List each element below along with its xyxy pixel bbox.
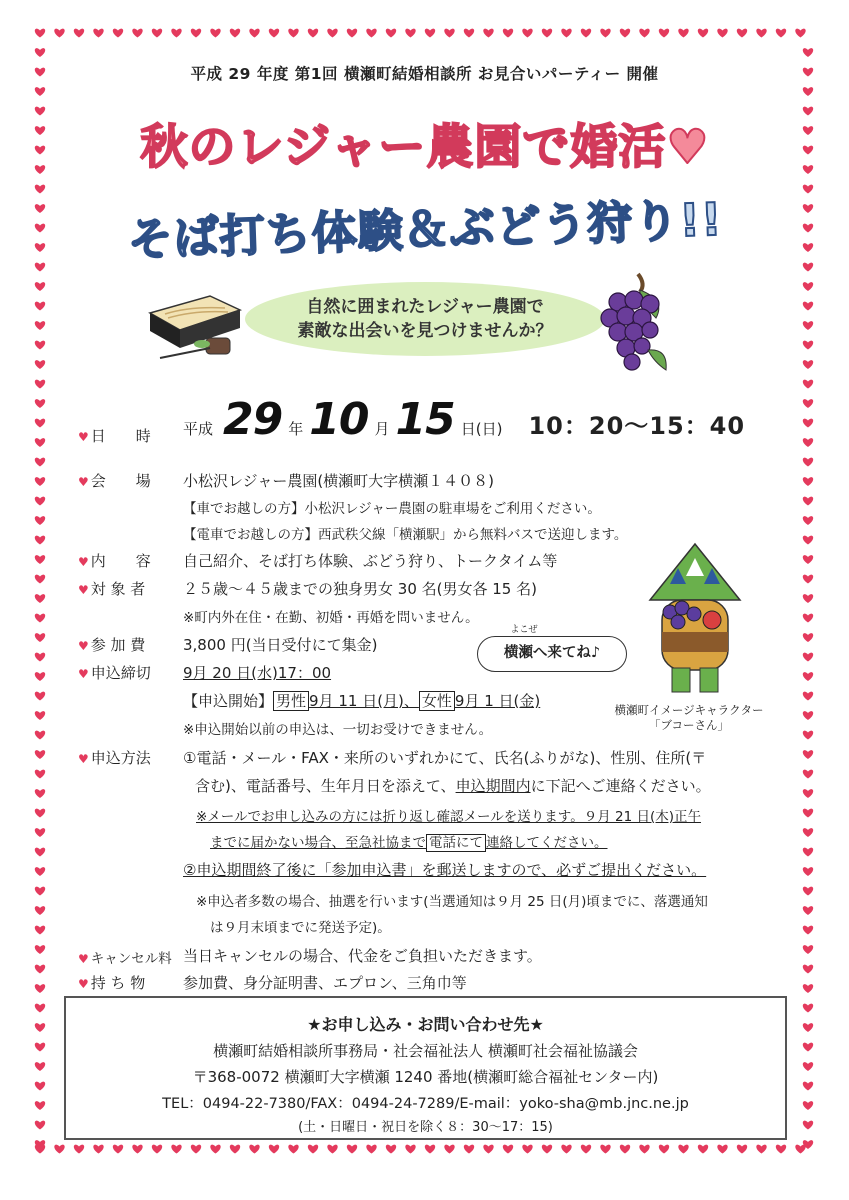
border-heart-icon (191, 1145, 201, 1154)
border-heart-icon (35, 1121, 45, 1130)
male-label: 男性 (273, 691, 309, 711)
border-heart-icon (803, 575, 813, 584)
border-heart-icon (386, 29, 396, 38)
border-heart-icon (803, 887, 813, 896)
tagline-line2: 素敵な出会いを見つけませんか？ (297, 321, 553, 341)
border-heart-icon (803, 1082, 813, 1091)
border-heart-icon (35, 165, 45, 174)
border-heart-icon (803, 906, 813, 915)
border-heart-icon (35, 614, 45, 623)
method-line5: ②申込期間終了後に「参加申込書」を郵送しますので、必ずご提出ください。 (183, 861, 707, 879)
border-heart-icon (35, 516, 45, 525)
method-line2: 含む)、電話番号、生年月日を添えて、申込期間内に下記へご連絡ください。 (195, 777, 711, 795)
fee-value: 3,800 円(当日受付にて集金) (183, 636, 378, 654)
border-heart-icon (230, 1145, 240, 1154)
border-heart-icon (35, 341, 45, 350)
target-value: ２５歳〜４５歳までの独身男女 30 名(男女各 15 名) (183, 580, 537, 598)
venue-value: 小松沢レジャー農園(横瀬町大字横瀬１４０８) (183, 472, 495, 490)
border-heart-icon (210, 1145, 220, 1154)
deadline-label: ♥ 申込締切 (78, 664, 151, 682)
border-heart-icon (425, 1145, 435, 1154)
border-heart-icon (803, 926, 813, 935)
border-heart-icon (35, 1043, 45, 1052)
border-heart-icon (561, 1145, 571, 1154)
border-heart-icon (620, 29, 630, 38)
contact-org: 横瀬町結婚相談所事務局・社会福祉法人 横瀬町社会福祉協議会 (213, 1042, 638, 1060)
heart-icon: ♥ (78, 430, 89, 444)
border-heart-icon (803, 87, 813, 96)
border-heart-icon (803, 185, 813, 194)
border-heart-icon (803, 1062, 813, 1071)
border-heart-icon (35, 731, 45, 740)
border-heart-icon (795, 29, 805, 38)
border-heart-icon (35, 711, 45, 720)
deadline-value: 9月 20 日(水)17：00 (183, 664, 332, 682)
date-day-unit: 日(日) (460, 420, 503, 438)
border-heart-icon (803, 1004, 813, 1013)
border-heart-icon (35, 204, 45, 213)
contact-hours: (土・日曜日・祝日を除く８：30〜17：15) (298, 1120, 553, 1135)
border-heart-icon (35, 302, 45, 311)
border-heart-icon (347, 1145, 357, 1154)
target-note: ※町内外在住・在勤、初婚・再婚を問いません。 (183, 610, 479, 626)
border-heart-icon (678, 1145, 688, 1154)
bring-label: ♥ 持 ち 物 (78, 974, 146, 992)
border-heart-icon (600, 29, 610, 38)
border-heart-icon (803, 165, 813, 174)
border-heart-icon (776, 29, 786, 38)
border-heart-icon (803, 1121, 813, 1130)
venue-note-car: 【車でお越しの方】小松沢レジャー農園の駐車場をご利用ください。 (183, 501, 601, 517)
border-heart-icon (803, 477, 813, 486)
border-heart-icon (803, 1043, 813, 1052)
border-heart-icon (35, 87, 45, 96)
border-heart-icon (74, 1145, 84, 1154)
heart-icon: ♥ (78, 639, 89, 653)
border-heart-icon (113, 1145, 123, 1154)
border-heart-icon (503, 29, 513, 38)
content-label: ♥ 内 容 (78, 552, 151, 570)
method-line7: は９月末頃までに発送予定)。 (210, 920, 391, 936)
cancel-value: 当日キャンセルの場合、代金をご負担いただきます。 (183, 947, 542, 965)
event-header: 平成 29 年度 第1回 横瀬町結婚相談所 お見合いパーティー 開催 (190, 65, 659, 83)
border-heart-icon (803, 594, 813, 603)
border-heart-icon (659, 29, 669, 38)
border-heart-icon (191, 29, 201, 38)
character-caption (609, 703, 769, 733)
venue-label: ♥ 会 場 (78, 472, 151, 490)
border-heart-icon (803, 672, 813, 681)
border-heart-icon (35, 633, 45, 642)
border-heart-icon (483, 29, 493, 38)
border-heart-icon (620, 1145, 630, 1154)
border-heart-icon (35, 555, 45, 564)
border-heart-icon (803, 965, 813, 974)
border-heart-icon (803, 263, 813, 272)
border-heart-icon (600, 1145, 610, 1154)
border-heart-icon (35, 477, 45, 486)
border-heart-icon (35, 48, 45, 57)
border-heart-icon (171, 1145, 181, 1154)
contact-heading: ★お申し込み・お問い合わせ先★ (307, 1015, 544, 1034)
border-heart-icon (803, 458, 813, 467)
border-heart-icon (35, 828, 45, 837)
soba-icon (140, 288, 250, 368)
border-heart-icon (803, 750, 813, 759)
border-heart-icon (803, 126, 813, 135)
border-heart-icon (35, 1101, 45, 1110)
border-heart-icon (35, 185, 45, 194)
border-heart-icon (803, 867, 813, 876)
method-line4: までに届かない場合、至急社協まで 電話にて 連絡してください。 (210, 835, 608, 851)
bring-value: 参加費、身分証明書、エプロン、三角巾等 (183, 974, 467, 992)
contact-tel: TEL：0494-22-7380/FAX：0494-24-7289/E-mail：yoko-sha@mb.jnc.ne.jp (162, 1096, 689, 1112)
border-heart-icon (35, 887, 45, 896)
border-heart-icon (464, 1145, 474, 1154)
border-heart-icon (35, 29, 45, 38)
border-heart-icon (405, 29, 415, 38)
character-speech-bubble: 横瀬へ来てね♪ (477, 636, 627, 672)
tagline-bubble (245, 282, 605, 356)
caption-line1: 横瀬町イメージキャラクター (614, 703, 764, 717)
border-heart-icon (425, 29, 435, 38)
border-heart-icon (803, 497, 813, 506)
border-heart-icon (35, 867, 45, 876)
date-row (183, 394, 745, 445)
date-month: 10 (309, 394, 369, 445)
border-heart-icon (288, 1145, 298, 1154)
border-heart-icon (581, 1145, 591, 1154)
border-heart-icon (717, 1145, 727, 1154)
border-heart-icon (132, 29, 142, 38)
border-heart-icon (366, 1145, 376, 1154)
border-heart-icon (171, 29, 181, 38)
border-heart-icon (803, 302, 813, 311)
border-heart-icon (698, 29, 708, 38)
border-heart-icon (35, 1023, 45, 1032)
border-heart-icon (581, 29, 591, 38)
heart-icon: ♥ (78, 952, 89, 966)
border-heart-icon (35, 692, 45, 701)
border-heart-icon (803, 107, 813, 116)
border-heart-icon (54, 1145, 64, 1154)
border-heart-icon (803, 828, 813, 837)
border-heart-icon (803, 360, 813, 369)
border-heart-icon (347, 29, 357, 38)
border-heart-icon (803, 48, 813, 57)
border-heart-icon (35, 594, 45, 603)
border-heart-icon (522, 29, 532, 38)
deadline-start-row (183, 690, 540, 711)
border-heart-icon (35, 750, 45, 759)
border-heart-icon (35, 1082, 45, 1091)
border-heart-icon (803, 731, 813, 740)
border-heart-icon (35, 926, 45, 935)
border-heart-icon (132, 1145, 142, 1154)
border-heart-icon (366, 29, 376, 38)
border-heart-icon (639, 1145, 649, 1154)
border-heart-icon (522, 1145, 532, 1154)
start-label: 【申込開始】 (183, 692, 274, 710)
fee-label: ♥ 参 加 費 (78, 636, 146, 654)
ruby-yokoze: よこぜ (510, 625, 538, 635)
border-heart-icon (327, 1145, 337, 1154)
border-heart-icon (54, 29, 64, 38)
border-heart-icon (35, 321, 45, 330)
border-heart-icon (503, 1145, 513, 1154)
border-heart-icon (698, 1145, 708, 1154)
border-heart-icon (35, 770, 45, 779)
border-heart-icon (288, 29, 298, 38)
border-heart-icon (35, 146, 45, 155)
border-heart-icon (803, 536, 813, 545)
sub-title: そば打ち体験＆ぶどう狩り!! (126, 192, 724, 267)
heart-icon: ♥ (78, 977, 89, 991)
date-year-unit: 年 (288, 420, 304, 438)
border-heart-icon (803, 282, 813, 291)
border-heart-icon (803, 1101, 813, 1110)
border-heart-icon (803, 848, 813, 857)
border-heart-icon (639, 29, 649, 38)
border-heart-icon (803, 945, 813, 954)
border-heart-icon (803, 770, 813, 779)
border-heart-icon (113, 29, 123, 38)
border-heart-icon (308, 1145, 318, 1154)
border-heart-icon (803, 555, 813, 564)
border-heart-icon (35, 653, 45, 662)
border-heart-icon (35, 438, 45, 447)
date-month-unit: 月 (374, 420, 390, 438)
border-heart-icon (803, 653, 813, 662)
border-heart-icon (756, 29, 766, 38)
heart-icon: ♥ (78, 475, 89, 489)
border-heart-icon (35, 1004, 45, 1013)
female-label: 女性 (419, 691, 455, 711)
border-heart-icon (803, 516, 813, 525)
method-label: ♥ 申込方法 (78, 749, 151, 767)
border-heart-icon (756, 1145, 766, 1154)
border-heart-icon (803, 399, 813, 408)
contact-address: 〒368-0072 横瀬町大字横瀬 1240 番地(横瀬町総合福祉センター内) (192, 1068, 659, 1086)
date-time: 10：20〜15：40 (528, 412, 746, 440)
border-heart-icon (717, 29, 727, 38)
border-heart-icon (35, 809, 45, 818)
content-value: 自己紹介、そば打ち体験、ぶどう狩り、トークタイム等 (183, 552, 558, 570)
date-year: 29 (223, 394, 283, 445)
border-heart-icon (803, 614, 813, 623)
border-heart-icon (795, 1145, 805, 1154)
date-day: 15 (395, 394, 455, 445)
border-heart-icon (542, 1145, 552, 1154)
border-heart-icon (803, 341, 813, 350)
border-heart-icon (803, 243, 813, 252)
border-heart-icon (483, 1145, 493, 1154)
border-heart-icon (803, 984, 813, 993)
border-heart-icon (35, 224, 45, 233)
border-heart-icon (803, 321, 813, 330)
mascot-icon (630, 540, 760, 700)
border-heart-icon (35, 848, 45, 857)
border-heart-icon (444, 29, 454, 38)
method-line6: ※申込者多数の場合、抽選を行います(当選通知は９月 25 日(月)頃までに、落選通知 (196, 894, 708, 910)
border-heart-icon (803, 438, 813, 447)
border-heart-icon (269, 29, 279, 38)
border-heart-icon (35, 789, 45, 798)
border-heart-icon (35, 126, 45, 135)
border-heart-icon (327, 29, 337, 38)
border-heart-icon (803, 380, 813, 389)
border-heart-icon (210, 29, 220, 38)
border-heart-icon (803, 789, 813, 798)
border-heart-icon (803, 1023, 813, 1032)
border-heart-icon (803, 146, 813, 155)
border-heart-icon (803, 692, 813, 701)
target-label: ♥ 対 象 者 (78, 580, 146, 598)
border-heart-icon (386, 1145, 396, 1154)
date-era: 平成 (183, 420, 214, 438)
border-heart-icon (776, 1145, 786, 1154)
method-line1: ①電話・メール・FAX・来所のいずれかにて、氏名(ふりがな)、性別、住所(〒 (183, 749, 707, 767)
border-heart-icon (659, 1145, 669, 1154)
border-heart-icon (93, 1145, 103, 1154)
border-heart-icon (678, 29, 688, 38)
border-heart-icon (803, 809, 813, 818)
border-heart-icon (152, 29, 162, 38)
border-heart-icon (35, 945, 45, 954)
main-title: 秋のレジャー農園で婚活♥ (140, 120, 710, 175)
border-heart-icon (35, 497, 45, 506)
border-heart-icon (35, 107, 45, 116)
heart-icon: ♥ (78, 555, 89, 569)
tagline-line1: 自然に囲まれたレジャー農園で (306, 297, 544, 317)
border-heart-icon (803, 633, 813, 642)
male-date: 9月 11 日(月)、 (309, 692, 419, 710)
deadline-note: ※申込開始以前の申込は、一切お受けできません。 (183, 722, 493, 738)
border-heart-icon (35, 380, 45, 389)
border-heart-icon (803, 224, 813, 233)
heart-icon: ♥ (78, 583, 89, 597)
border-heart-icon (35, 399, 45, 408)
border-heart-icon (230, 29, 240, 38)
border-heart-icon (35, 575, 45, 584)
grapes-icon (596, 270, 676, 380)
method-line3: ※メールでお申し込みの方には折り返し確認メールを送ります。９月 21 日(木)正午 (196, 809, 701, 825)
border-heart-icon (561, 29, 571, 38)
border-heart-icon (35, 536, 45, 545)
border-heart-icon (35, 419, 45, 428)
border-heart-icon (542, 29, 552, 38)
border-heart-icon (35, 672, 45, 681)
border-heart-icon (35, 360, 45, 369)
border-heart-icon (93, 29, 103, 38)
border-heart-icon (737, 29, 747, 38)
border-heart-icon (405, 1145, 415, 1154)
border-heart-icon (803, 204, 813, 213)
border-heart-icon (737, 1145, 747, 1154)
border-heart-icon (35, 1062, 45, 1071)
border-heart-icon (74, 29, 84, 38)
date-label: ♥ 日 時 (78, 427, 151, 445)
contact-box (64, 996, 787, 1140)
border-heart-icon (803, 711, 813, 720)
female-date: 9月 1 日(金) (454, 692, 541, 710)
border-heart-icon (464, 29, 474, 38)
border-heart-icon (249, 1145, 259, 1154)
border-heart-icon (249, 29, 259, 38)
caption-line2: 「ブコーさん」 (649, 718, 729, 732)
border-heart-icon (444, 1145, 454, 1154)
border-heart-icon (35, 984, 45, 993)
border-heart-icon (308, 29, 318, 38)
border-heart-icon (35, 906, 45, 915)
border-heart-icon (35, 458, 45, 467)
cancel-label: ♥ キャンセル料 (78, 951, 172, 967)
border-heart-icon (269, 1145, 279, 1154)
border-heart-icon (35, 282, 45, 291)
border-heart-icon (35, 263, 45, 272)
venue-note-train: 【電車でお越しの方】西武秩父線「横瀬駅」から無料バスで送迎します。 (183, 527, 628, 543)
border-heart-icon (35, 243, 45, 252)
border-heart-icon (35, 965, 45, 974)
heart-icon: ♥ (78, 667, 89, 681)
border-heart-icon (152, 1145, 162, 1154)
heart-icon: ♥ (78, 752, 89, 766)
border-heart-icon (803, 419, 813, 428)
